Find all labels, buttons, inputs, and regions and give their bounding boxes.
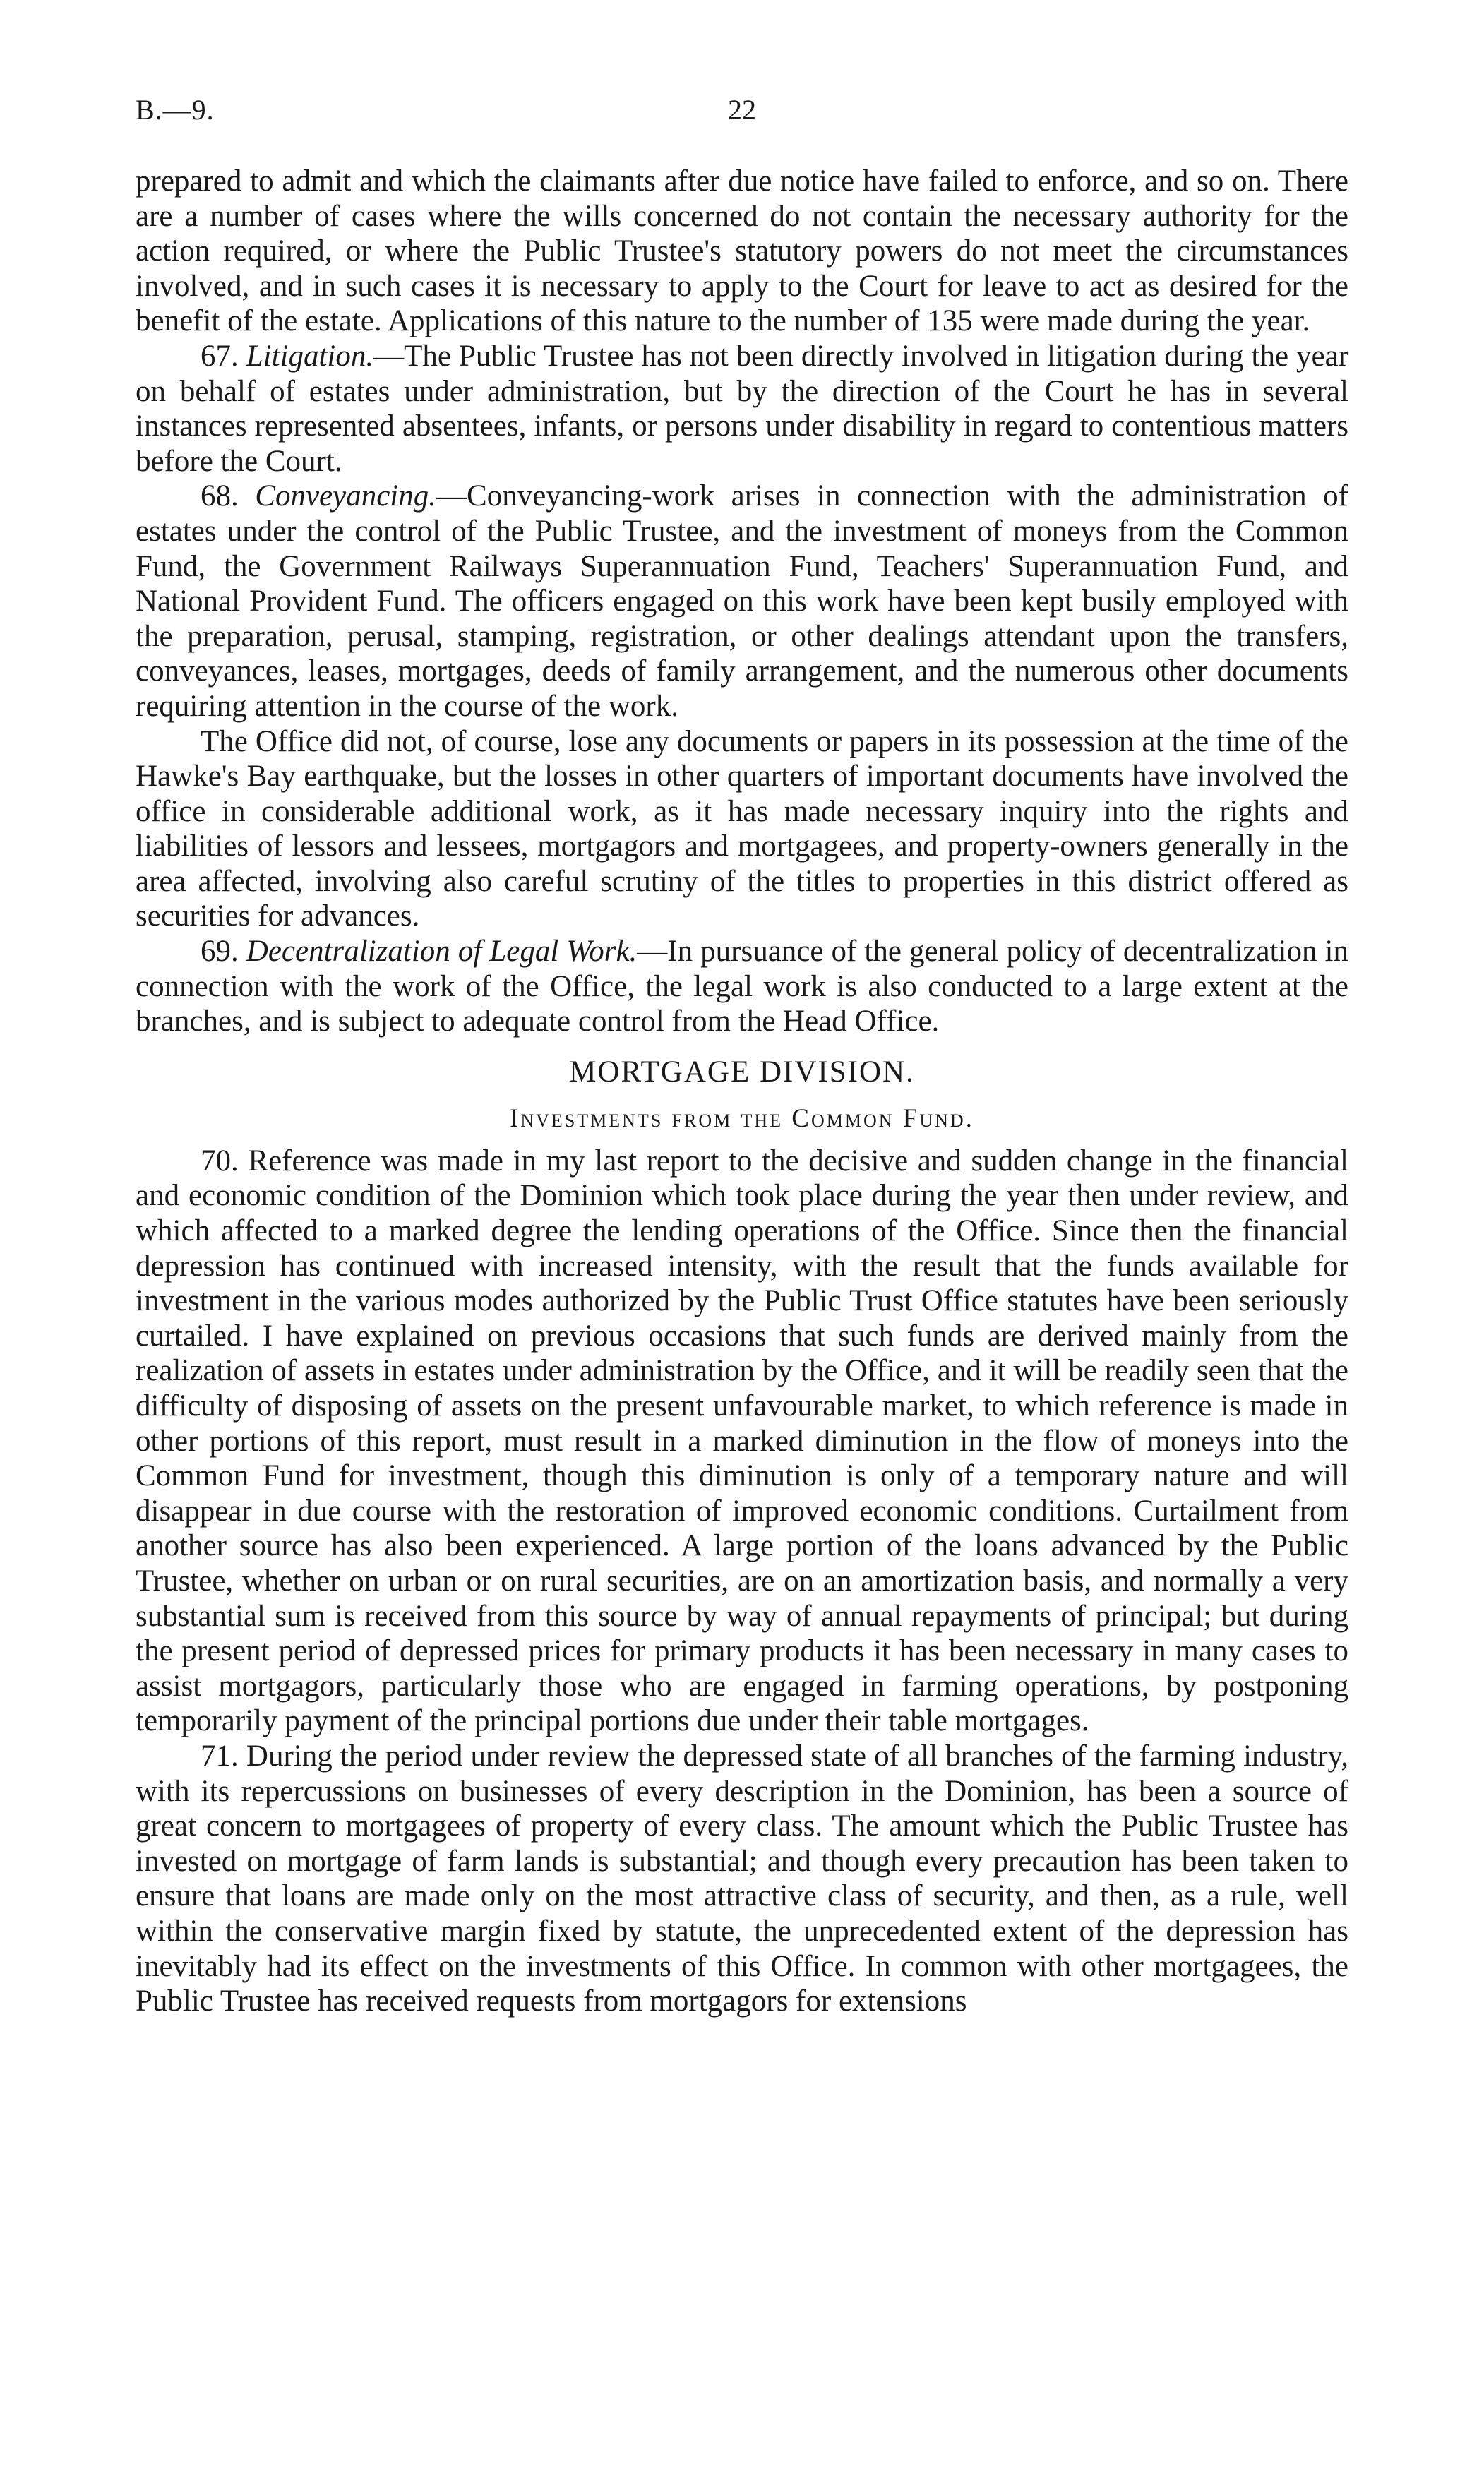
paragraph-title: Litigation. [246,339,374,373]
paragraph-67 [136,339,1348,479]
paragraph-70: 70. Reference was made in my last report to the decisive and sudden change in the financial and economic condition of the Dominion which took place during the year then under review, and which affected to a marked degree the lending operations of the Office. Since then the financial depression has continued with increased intensity, with the result that the funds available for investment in the various modes authorized by the Public Trust Office statutes have been seriously curtailed. I have explained on previous occasions that such funds are derived mainly from the realization of assets in estates under administration by the Office, and it will be readily seen that the difficulty of disposing of assets on the present unfavourable market, to which reference is made in other portions of this report, must result in a marked diminution in the flow of moneys into the Common Fund for investment, though this diminution is only of a temporary nature and will disappear in due course with the restoration of improved economic conditions. Curtailment from another source has also been experienced. A large portion of the loans advanced by the Public Trustee, whether on urban or on rural securities, are on an amortization basis, and normally a very substantial sum is received from this source by way of annual repayments of principal; but during the present period of depressed prices for primary products it has been necessary in many cases to assist mortgagors, particularly those who are engaged in farming operations, by postponing temporarily payment of the principal portions due under their table mortgages. [136,1144,1348,1738]
paragraph-title: Decentralization of Legal Work. [246,935,638,969]
paragraph-text: —The Public Trustee has not been directly involved in litigation during the year on behalf of estates under administration, but by the direction of the Court he has in several instances represented absentees, infants, or persons under disability in regard to contentious matters before the Court. [136,339,1348,478]
paragraph-title: Conveyancing. [255,479,437,513]
document-reference: B.—9. [136,94,215,126]
paragraph-continued: prepared to admit and which the claimants after due notice have failed to enforce, and so on. There are a number of cases where the wills concerned do not contain the necessary authority for the action required, or where the Public Trustee's statutory powers do not meet the circumstances involved, and in such cases it is necessary to apply to the Court for leave to act as desired for the benefit of the estate. Applications of this nature to the number of 135 were made during the year. [136,164,1348,338]
paragraph-71: 71. During the period under review the depressed state of all branches of the farming industry, with its repercussions on businesses of every description in the Dominion, has been a source of great concern to mortgagees of property of every class. The amount which the Public Trustee has invested on mortgage of farm lands is substantial; and though every precaution has been taken to ensure that loans are made only on the most attractive class of security, and then, as a rule, well within the conservative margin fixed by statute, the unprecedented extent of the depression has inevitably had its effect on the investments of this Office. In common with other mortgagees, the Public Trustee has received requests from mortgagors for extensions [136,1739,1348,2018]
page-number: 22 [728,94,756,126]
paragraph-number: 69. [201,935,239,969]
section-heading: MORTGAGE DIVISION. [569,1055,915,1089]
page-body [136,164,1348,2019]
subsection-heading: Investments from the Common Fund. [510,1103,974,1133]
paragraph-number: 67. [201,339,239,373]
paragraph-text: —Conveyancing-work arises in connection with the administration of estates under the control of the Public Trustee, and the investment of moneys from the Common Fund, the Government Railways Superannuation Fund, Teachers' Superannuation Fund, and National Provident Fund. The officers engaged on this work have been kept busily employed with the preparation, perusal, stamping, registration, or other dealings attendant upon the transfers, conveyances, leases, mortgages, deeds of family arrangement, and the numerous other documents requiring attention in the course of the work. [136,479,1349,723]
paragraph-number: 68. [201,479,239,513]
paragraph-68-continued: The Office did not, of course, lose any documents or papers in its possession at the time of the Hawke's Bay earthquake, but the losses in other quarters of important documents have involved the office in considerable additional work, as it has made necessary inquiry into the rights and liabilities of lessors and lessees, mortgagors and mortgagees, and property-owners generally in the area affected, involving also careful scrutiny of the titles to properties in this district offered as securities for advances. [136,724,1348,933]
paragraph-68 [136,479,1348,724]
page-header [136,93,1348,136]
paragraph-text: —In pursuance of the general policy of decentralization in connection with the work of the Office, the legal work is also conducted to a large extent at the branches, and is subject to adequate control from the Head Office. [136,935,1348,1038]
paragraph-69 [136,934,1348,1039]
